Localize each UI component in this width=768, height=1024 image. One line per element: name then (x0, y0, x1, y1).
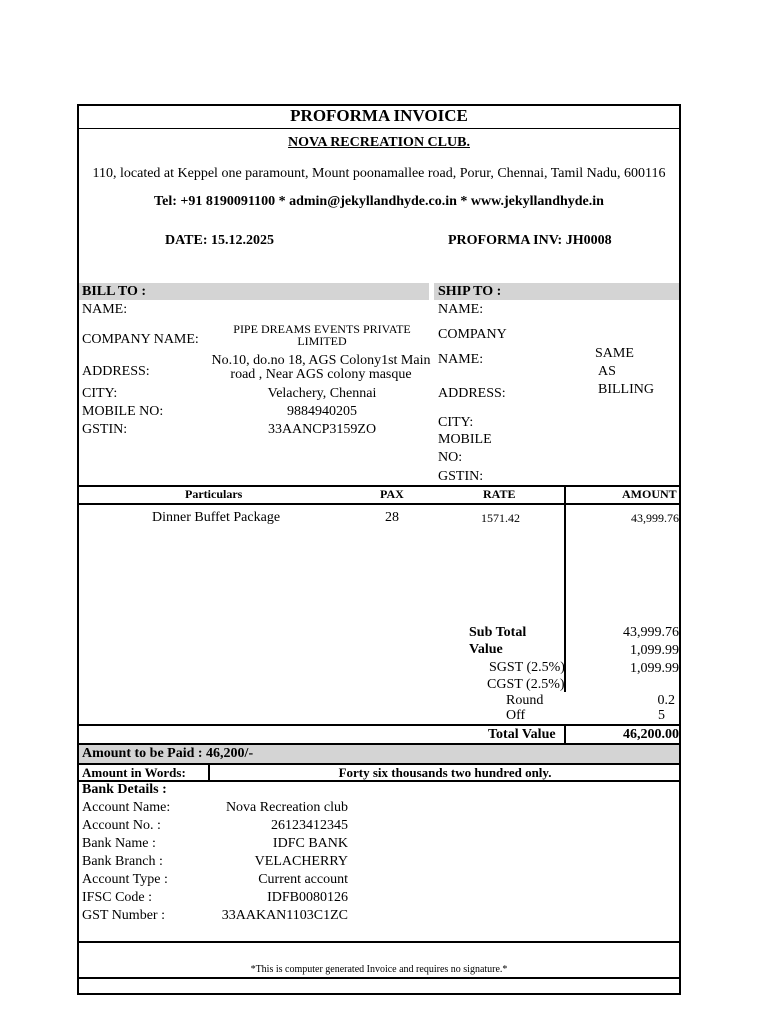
round-off-value: 0.2 (657, 693, 675, 708)
bill-name-label: NAME: (82, 302, 128, 317)
item-rate: 1571.42 (481, 511, 520, 525)
bill-company-label: COMPANY NAME: (82, 332, 199, 347)
invoice-date: DATE: 15.12.2025 (165, 233, 275, 248)
bank-branch-value: VELACHERRY (254, 854, 348, 869)
divider (77, 485, 681, 487)
amount-in-words-value: Forty six thousands two hundred only. (338, 765, 552, 780)
divider (77, 941, 681, 943)
total-value-label: Total Value (488, 727, 556, 742)
cgst-label: CGST (2.5%) (487, 677, 565, 692)
ship-company-label: COMPANY (438, 327, 507, 342)
bill-mobile-value: 9884940205 (287, 404, 357, 419)
bank-details-heading: Bank Details : (82, 782, 167, 797)
item-particulars: Dinner Buffet Package (152, 510, 281, 525)
bill-address-label: ADDRESS: (82, 364, 150, 379)
amount-in-words-label: Amount in Words: (82, 765, 186, 780)
bill-company-value: PIPE DREAMS EVENTS PRIVATE LIMITED (233, 322, 411, 348)
bank-name-value: IDFC BANK (272, 836, 348, 851)
club-contact: Tel: +91 8190091100 * admin@jekyllandhyde.co.in * www.jekyllandhyde.in (154, 194, 604, 209)
sub-total-label: Sub Total (469, 625, 527, 640)
bank-account-no-value: 26123412345 (271, 818, 348, 833)
divider (77, 503, 681, 505)
divider (77, 128, 681, 129)
same-as-billing-2: AS (598, 364, 616, 379)
col-particulars-header: Particulars (185, 487, 243, 501)
divider (77, 780, 681, 782)
cgst-value: 1,099.99 (630, 661, 679, 676)
total-column-divider (564, 725, 566, 743)
bank-ifsc-label: IFSC Code : (82, 890, 153, 905)
ship-company-label-2: NAME: (438, 352, 484, 367)
bill-address-value: No.10, do.no 18, AGS Colony1st Main road , Near AGS colony masque (211, 353, 431, 382)
sgst-label: SGST (2.5%) (489, 660, 565, 675)
bank-account-name-label: Account Name: (82, 800, 171, 815)
item-pax: 28 (385, 510, 399, 525)
amount-to-be-paid: Amount to be Paid : 46,200/- (82, 746, 254, 761)
bank-account-type-value: Current account (258, 872, 348, 887)
round-off-label-2: Off (506, 708, 526, 723)
bank-account-type-label: Account Type : (82, 872, 168, 887)
same-as-billing-3: BILLING (598, 382, 654, 397)
round-off-label: Round (506, 693, 544, 708)
bill-city-label: CITY: (82, 386, 118, 401)
same-as-billing-1: SAME (595, 346, 634, 361)
bank-name-label: Bank Name : (82, 836, 156, 851)
bank-ifsc-value: IDFB0080126 (267, 890, 348, 905)
invoice-title: PROFORMA INVOICE (290, 106, 468, 125)
ship-to-heading: SHIP TO : (438, 284, 502, 299)
divider (77, 724, 681, 726)
ship-gstin-label: GSTIN: (438, 469, 484, 484)
bill-mobile-label: MOBILE NO: (82, 404, 164, 419)
bank-gst-value: 33AAKAN1103C1ZC (221, 908, 348, 923)
col-pax-header: PAX (380, 487, 404, 501)
bill-city-value: Velachery, Chennai (267, 386, 377, 401)
bank-account-no-label: Account No. : (82, 818, 161, 833)
footer-note: *This is computer generated Invoice and requires no signature.* (250, 964, 508, 975)
divider (77, 977, 681, 979)
sub-total-value: 43,999.76 (623, 625, 679, 640)
ship-address-label: ADDRESS: (438, 386, 506, 401)
invoice-number: PROFORMA INV: JH0008 (448, 233, 612, 248)
bill-to-heading: BILL TO : (82, 284, 147, 299)
club-name: NOVA RECREATION CLUB. (288, 135, 470, 150)
bill-gstin-value: 33AANCP3159ZO (267, 422, 377, 437)
bank-branch-label: Bank Branch : (82, 854, 163, 869)
club-address: 110, located at Keppel one paramount, Mount poonamallee road, Porur, Chennai, Tamil Nadu, 600116 (92, 166, 666, 181)
total-value: 46,200.00 (623, 727, 679, 742)
round-off-value-2: 5 (658, 708, 665, 723)
sgst-value: 1,099.99 (630, 643, 679, 658)
ship-mobile-label: MOBILE (438, 432, 492, 447)
bill-gstin-label: GSTIN: (82, 422, 128, 437)
col-amount-header: AMOUNT (622, 487, 677, 501)
bank-gst-label: GST Number : (82, 908, 165, 923)
bank-account-name-value: Nova Recreation club (225, 800, 348, 815)
col-rate-header: RATE (483, 487, 516, 501)
ship-mobile-label-2: NO: (438, 450, 463, 465)
item-amount: 43,999.76 (631, 511, 679, 525)
ship-name-label: NAME: (438, 302, 484, 317)
ship-city-label: CITY: (438, 415, 474, 430)
sub-total-label-2: Value (469, 642, 503, 657)
